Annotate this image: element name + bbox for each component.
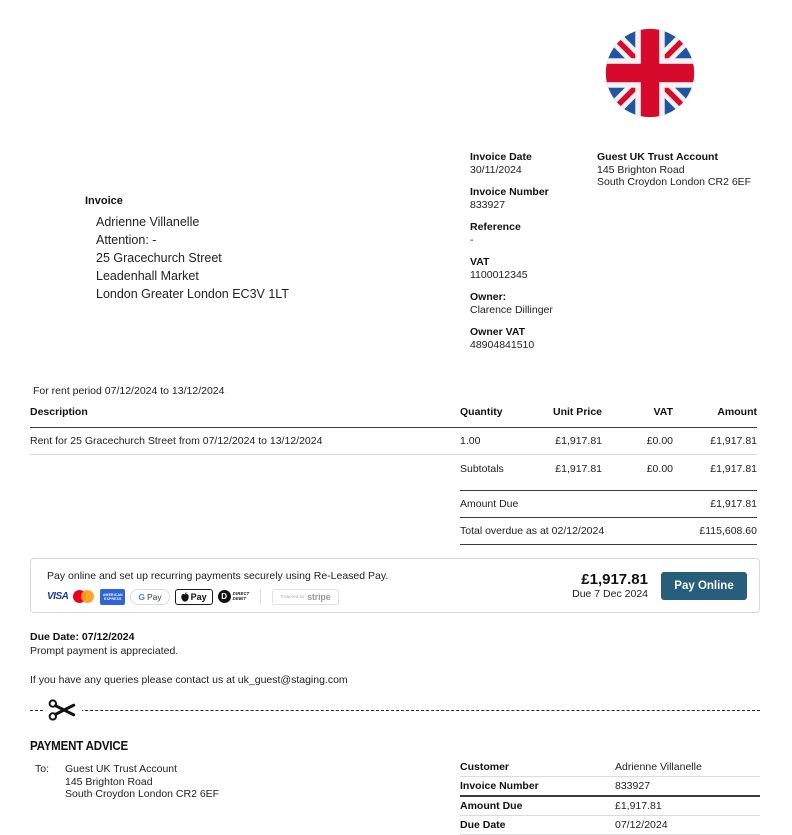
cell-description: Rent for 25 Gracechurch Street from 07/12/2024 to 13/12/2024 — [30, 435, 323, 447]
reference-group — [470, 221, 590, 246]
cell-unit-price: £1,917.81 — [555, 463, 602, 475]
payment-advice-table — [460, 758, 760, 835]
advice-invoice-number-value: 833927 — [615, 780, 651, 792]
advice-row-due-date — [460, 816, 760, 835]
payment-methods — [47, 588, 388, 605]
cell-subtotals-label: Subtotals — [460, 463, 504, 475]
vat-label: VAT — [470, 256, 490, 268]
cell-vat: £0.00 — [646, 435, 673, 447]
invoice-meta — [470, 151, 590, 361]
reference-label: Reference — [470, 221, 521, 233]
cell-quantity: 1.00 — [460, 435, 481, 447]
advice-row-amount-due — [460, 797, 760, 816]
bill-to-line: Attention: - — [96, 233, 157, 247]
account-address — [597, 151, 777, 189]
apple-pay-icon: Pay — [175, 589, 213, 605]
amount-due-label: Amount Due — [460, 498, 519, 510]
cell-unit-price: £1,917.81 — [555, 435, 602, 447]
payment-advice-to — [35, 763, 219, 801]
owner-vat-value: 48904841510 — [470, 339, 535, 351]
amount-due-value: £1,917.81 — [710, 498, 757, 510]
header-unit-price: Unit Price — [552, 406, 602, 418]
pay-online-button[interactable]: Pay Online — [661, 572, 747, 600]
to-address — [65, 763, 219, 801]
pay-online-box — [30, 558, 760, 613]
total-overdue-value: £115,608.60 — [699, 525, 757, 537]
to-address-line: South Croydon London CR2 6EF — [65, 788, 220, 800]
totals-block — [460, 490, 757, 545]
account-address-line1: 145 Brighton Road — [597, 163, 685, 176]
pay-amount: £1,917.81 — [581, 571, 648, 588]
table-row-subtotals — [30, 455, 757, 483]
pay-message: Pay online and set up recurring payments securely using Re-Leased Pay. — [47, 570, 389, 582]
to-label: To: — [35, 763, 50, 775]
queries-text: If you have any queries please contact us at uk_guest@staging.com — [30, 674, 348, 686]
owner-vat-label: Owner VAT — [470, 326, 526, 338]
invoice-date-label: Invoice Date — [470, 151, 532, 163]
advice-customer-value: Adrienne Villanelle — [615, 761, 702, 773]
advice-row-invoice-number — [460, 777, 760, 797]
footer-notes — [30, 630, 348, 687]
cell-amount: £1,917.81 — [710, 463, 757, 475]
account-address-line2: South Croydon London CR2 6EF — [597, 176, 752, 188]
to-address-line: Guest UK Trust Account — [65, 763, 178, 775]
cell-vat: £0.00 — [646, 463, 673, 475]
rent-period-text: For rent period 07/12/2024 to 13/12/2024 — [33, 385, 225, 397]
table-row — [30, 428, 757, 455]
advice-customer-label: Customer — [460, 761, 510, 773]
payment-advice-title: PAYMENT ADVICE — [30, 739, 128, 753]
apple-icon — [181, 592, 189, 602]
owner-vat-group — [470, 326, 590, 351]
reference-value: - — [470, 234, 474, 246]
total-overdue-row — [460, 518, 757, 545]
bill-to-address — [96, 213, 289, 303]
advice-amount-due-label: Amount Due — [460, 800, 523, 812]
visa-icon: VISA — [47, 589, 68, 605]
account-name: Guest UK Trust Account — [597, 151, 718, 163]
bill-to-line: Adrienne Villanelle — [96, 215, 200, 229]
mastercard-icon — [73, 590, 95, 604]
advice-amount-due-value: £1,917.81 — [615, 800, 662, 812]
due-date-text: Due Date: 07/12/2024 — [30, 631, 135, 643]
header-amount: Amount — [717, 406, 757, 418]
table-header-row — [30, 406, 757, 428]
bill-to-line: 25 Gracechurch Street — [96, 251, 222, 265]
owner-value: Clarence Dillinger — [470, 304, 553, 316]
bill-to-line: London Greater London EC3V 1LT — [96, 287, 289, 301]
pay-due-date: Due 7 Dec 2024 — [572, 588, 648, 600]
owner-label: Owner: — [470, 291, 507, 303]
bill-to-line: Leadenhall Market — [96, 269, 199, 283]
divider — [260, 589, 261, 604]
to-address-line: 145 Brighton Road — [65, 775, 153, 788]
vat-value: 1100012345 — [470, 269, 528, 281]
direct-debit-icon: D DIRECT DEBIT — [218, 589, 250, 605]
invoice-number-label: Invoice Number — [470, 186, 549, 198]
prompt-payment-text: Prompt payment is appreciated. — [30, 645, 179, 657]
invoice-date-value: 30/11/2024 — [470, 164, 522, 176]
header-quantity: Quantity — [460, 406, 503, 418]
advice-invoice-number-label: Invoice Number — [460, 780, 539, 792]
google-pay-icon: G Pay — [130, 589, 169, 605]
header-description: Description — [30, 406, 88, 418]
advice-row-customer — [460, 758, 760, 777]
bill-to-block — [85, 194, 289, 303]
scissors-icon — [44, 697, 82, 728]
stripe-badge: Powered by stripe — [272, 589, 338, 605]
invoice-number-group — [470, 186, 590, 211]
line-items-table — [30, 406, 757, 545]
advice-due-date-label: Due Date — [460, 819, 506, 831]
invoice-title: Invoice — [85, 195, 123, 207]
vat-group — [470, 256, 590, 281]
header-vat: VAT — [653, 406, 673, 418]
owner-group — [470, 291, 590, 316]
invoice-date-group — [470, 151, 590, 176]
uk-flag-logo — [604, 27, 696, 119]
cell-amount: £1,917.81 — [710, 435, 757, 447]
uk-flag-icon — [604, 27, 696, 119]
cut-here-line — [30, 710, 760, 711]
amount-due-row — [460, 491, 757, 518]
amex-icon: AMERICAN EXPRESS — [100, 589, 125, 605]
invoice-number-value: 833927 — [470, 199, 506, 211]
advice-due-date-value: 07/12/2024 — [615, 819, 668, 831]
total-overdue-label: Total overdue as at 02/12/2024 — [460, 525, 605, 537]
amount-summary — [572, 571, 648, 600]
